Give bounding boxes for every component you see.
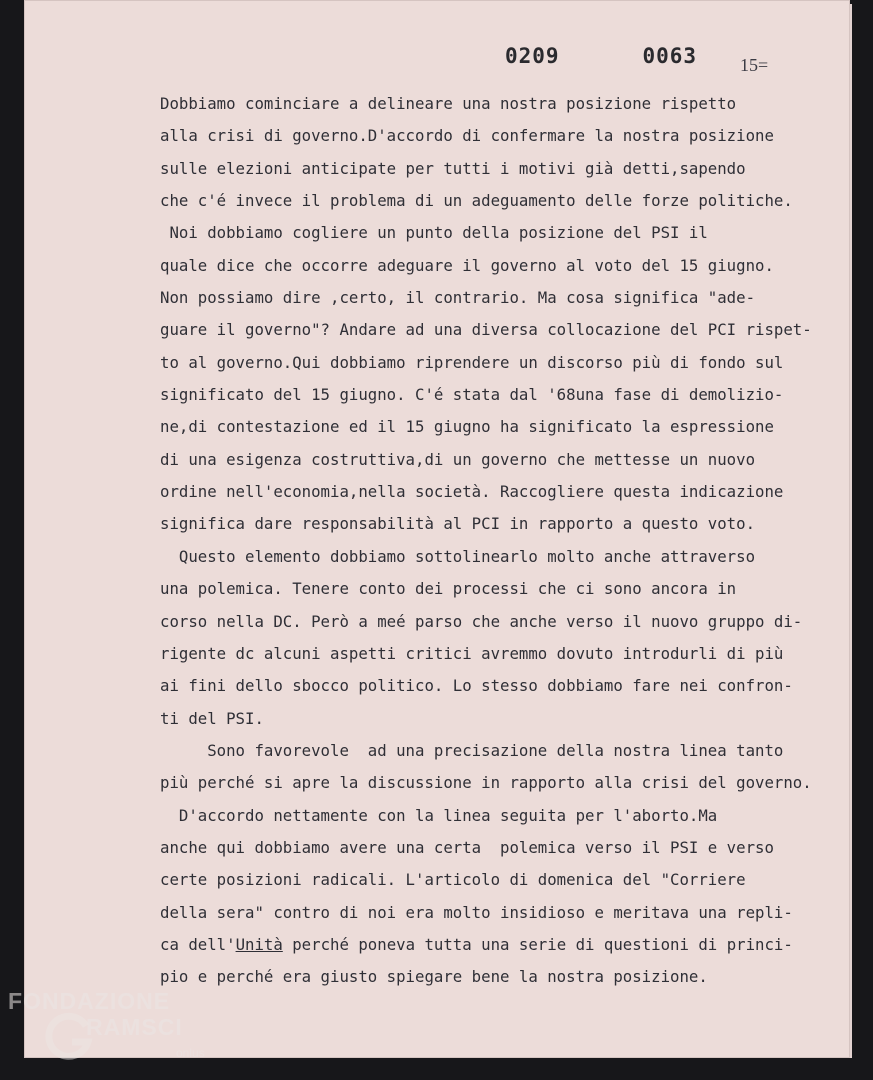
text-line: ti del PSI. [160, 708, 264, 728]
text-line: quale dice che occorre adeguare il governo al voto del 15 giugno. [160, 255, 774, 275]
text-line: D'accordo nettamente con la linea seguita per l'aborto.Ma [160, 805, 718, 825]
text-line: una polemica. Tenere conto dei processi che ci sono ancora in [160, 579, 737, 599]
watermark-line-1: FONDAZIONE [8, 988, 171, 1014]
archive-number: 0209 0063 [505, 44, 698, 68]
fondazione-gramsci-watermark [8, 984, 238, 1080]
text-line: sulle elezioni anticipate per tutti i motivi già detti,sapendo [160, 158, 746, 178]
text-line: alla crisi di governo.D'accordo di confermare la nostra posizione [160, 126, 774, 146]
text-line-with-underline [160, 929, 830, 961]
text-line-end: perché poneva tutta una serie di questioni di princi- [282, 934, 793, 954]
text-line-start: ca dell' [160, 934, 236, 954]
text-line: significato del 15 giugno. C'é stata dal '68una fase di demolizio- [160, 385, 784, 405]
text-line: Questo elemento dobbiamo sottolinearlo molto anche attraverso [160, 546, 756, 566]
text-line: Noi dobbiamo cogliere un punto della posizione del PSI il [160, 223, 708, 243]
text-line: di una esigenza costruttiva,di un governo che mettesse un nuovo [160, 449, 756, 469]
text-line: ordine nell'economia,nella società. Raccogliere questa indicazione [160, 482, 784, 502]
text-line: significa dare responsabilità al PCI in rapporto a questo voto. [160, 514, 756, 534]
text-line: Sono favorevole ad una precisazione della nostra linea tanto [160, 740, 784, 760]
text-line: più perché si apre la discussione in rapporto alla crisi del governo. [160, 773, 812, 793]
underlined-newspaper-title: Unità [235, 934, 283, 954]
text-line: guare il governo"? Andare ad una diversa collocazione del PCI rispet- [160, 320, 812, 340]
page-number: 15= [740, 55, 769, 75]
document-body [160, 88, 830, 994]
watermark-line-3: onlus [176, 1046, 205, 1060]
text-line: ne,di contestazione ed il 15 giugno ha significato la espressione [160, 417, 774, 437]
text-line: anche qui dobbiamo avere una certa polemica verso il PSI e verso [160, 837, 774, 857]
text-line: certe posizioni radicali. L'articolo di domenica del "Corriere [160, 870, 746, 890]
text-line: corso nella DC. Però a meé parso che anche verso il nuovo gruppo di- [160, 611, 803, 631]
text-line: rigente dc alcuni aspetti critici avremmo dovuto introdurli di più [160, 643, 784, 663]
text-line: Non possiamo dire ,certo, il contrario. Ma cosa significa "ade- [160, 288, 756, 308]
text-line: della sera" contro di noi era molto insidioso e meritava una repli- [160, 902, 793, 922]
text-line: to al governo.Qui dobbiamo riprendere un discorso più di fondo sul [160, 352, 784, 372]
text-line: che c'é invece il problema di un adeguamento delle forze politiche. [160, 191, 793, 211]
watermark-line-2: RAMSCI [86, 1014, 183, 1040]
text-line: pio e perché era giusto spiegare bene la nostra posizione. [160, 967, 708, 987]
text-line: Dobbiamo cominciare a delineare una nostra posizione rispetto [160, 94, 737, 113]
text-line: ai fini dello sbocco politico. Lo stesso dobbiamo fare nei confron- [160, 676, 793, 696]
